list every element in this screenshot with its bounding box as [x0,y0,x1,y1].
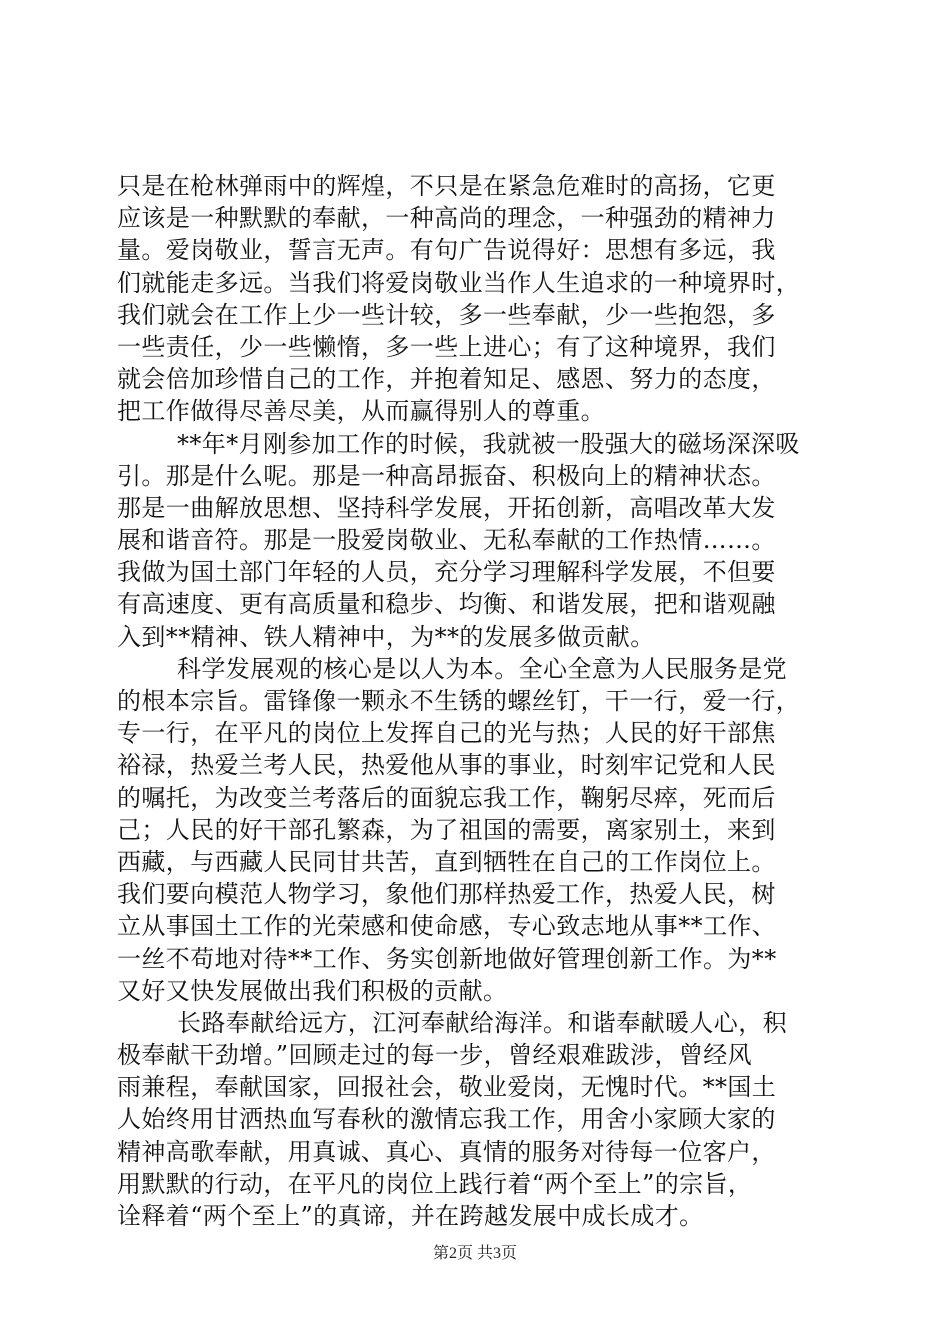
text-line: 有高速度、更有高质量和稳步、均衡、和谐发展，把和谐观融 [117,590,776,619]
text-line: 的嘱托，为改变兰考落后的面貌忘我工作，鞠躬尽瘁，死而后 [117,783,776,812]
text-line: 量。爱岗敬业，誓言无声。有句广告说得好：思想有多远，我 [117,236,776,265]
text-line: 裕禄，热爱兰考人民，热爱他从事的事业，时刻牢记党和人民 [117,751,776,780]
text-line: 的根本宗旨。雷锋像一颗永不生锈的螺丝钉，干一行，爱一行， [117,687,801,715]
document-body [117,170,847,1232]
text-line: 就会倍加珍惜自己的工作，并抱着知足、感恩、努力的态度， [117,365,776,394]
text-line: 入到**精神、铁人精神中，为**的发展多做贡献。 [117,622,655,651]
text-line: 雨兼程，奉献国家，回报社会，敬业爱岗，无愧时代。**国土 [117,1073,777,1102]
text-line: 西藏，与西藏人民同甘共苦，直到牺牲在自己的工作岗位上。 [117,847,776,876]
text-line: 立从事国土工作的光荣感和使命感，专心致志地从事**工作、 [117,912,777,941]
page-footer: 第2页 共3页 [432,1245,517,1262]
text-line: **年*月刚参加工作的时候，我就被一股强大的磁场深深吸 [177,429,800,458]
text-line: 又好又快发展做出我们积极的贡献。 [117,976,508,1005]
text-line: 只是在枪林弹雨中的辉煌，不只是在紧急危难时的高扬，它更 [117,172,776,200]
text-line: 精神高歌奉献，用真诚、真心、真情的服务对待每一位客户， [117,1137,776,1166]
text-line: 们就能走多远。当我们将爱岗敬业当作人生追求的一种境界时， [117,268,801,297]
text-line: 一丝不苟地对待**工作、务实创新地做好管理创新工作。为** [117,944,777,973]
text-line: 人始终用甘洒热血写春秋的激情忘我工作，用舍小家顾大家的 [117,1105,776,1134]
text-line: 那是一曲解放思想、坚持科学发展，开拓创新，高唱改革大发 [117,493,776,522]
text-line: 诠释着“两个至上”的真谛，并在跨越发展中成长成才。 [117,1202,704,1230]
text-line: 把工作做得尽善尽美，从而赢得别人的尊重。 [117,397,605,426]
text-line: 引。那是什么呢。那是一种高昂振奋、积极向上的精神状态。 [117,461,776,490]
text-line: 长路奉献给远方，江河奉献给海洋。和谐奉献暖人心，积 [177,1008,787,1037]
text-line: 用默默的行动，在平凡的岗位上践行着“两个至上”的宗旨， [117,1169,753,1198]
text-line: 己；人民的好干部孔繁森，为了祖国的需要，离家别土，来到 [117,815,776,844]
text-line: 我做为国土部门年轻的人员，充分学习理解科学发展，不但要 [117,558,776,587]
text-line: 我们要向模范人物学习，象他们那样热爱工作，热爱人民，树 [117,880,776,909]
text-line: 专一行，在平凡的岗位上发挥自己的光与热；人民的好干部焦 [117,719,776,748]
text-line: 应该是一种默默的奉献，一种高尚的理念，一种强劲的精神力 [117,204,776,233]
text-line: 极奉献干劲增。”回顾走过的每一步，曾经艰难跋涉，曾经风 [117,1041,753,1070]
text-line: 一些责任，少一些懒惰，多一些上进心；有了这种境界，我们 [117,332,776,361]
text-line: 科学发展观的核心是以人为本。全心全意为人民服务是党 [177,654,787,683]
text-line: 展和谐音符。那是一股爱岗敬业、无私奉献的工作热情……。 [117,526,776,555]
text-line: 我们就会在工作上少一些计较，多一些奉献，少一些抱怨，多 [117,300,776,329]
